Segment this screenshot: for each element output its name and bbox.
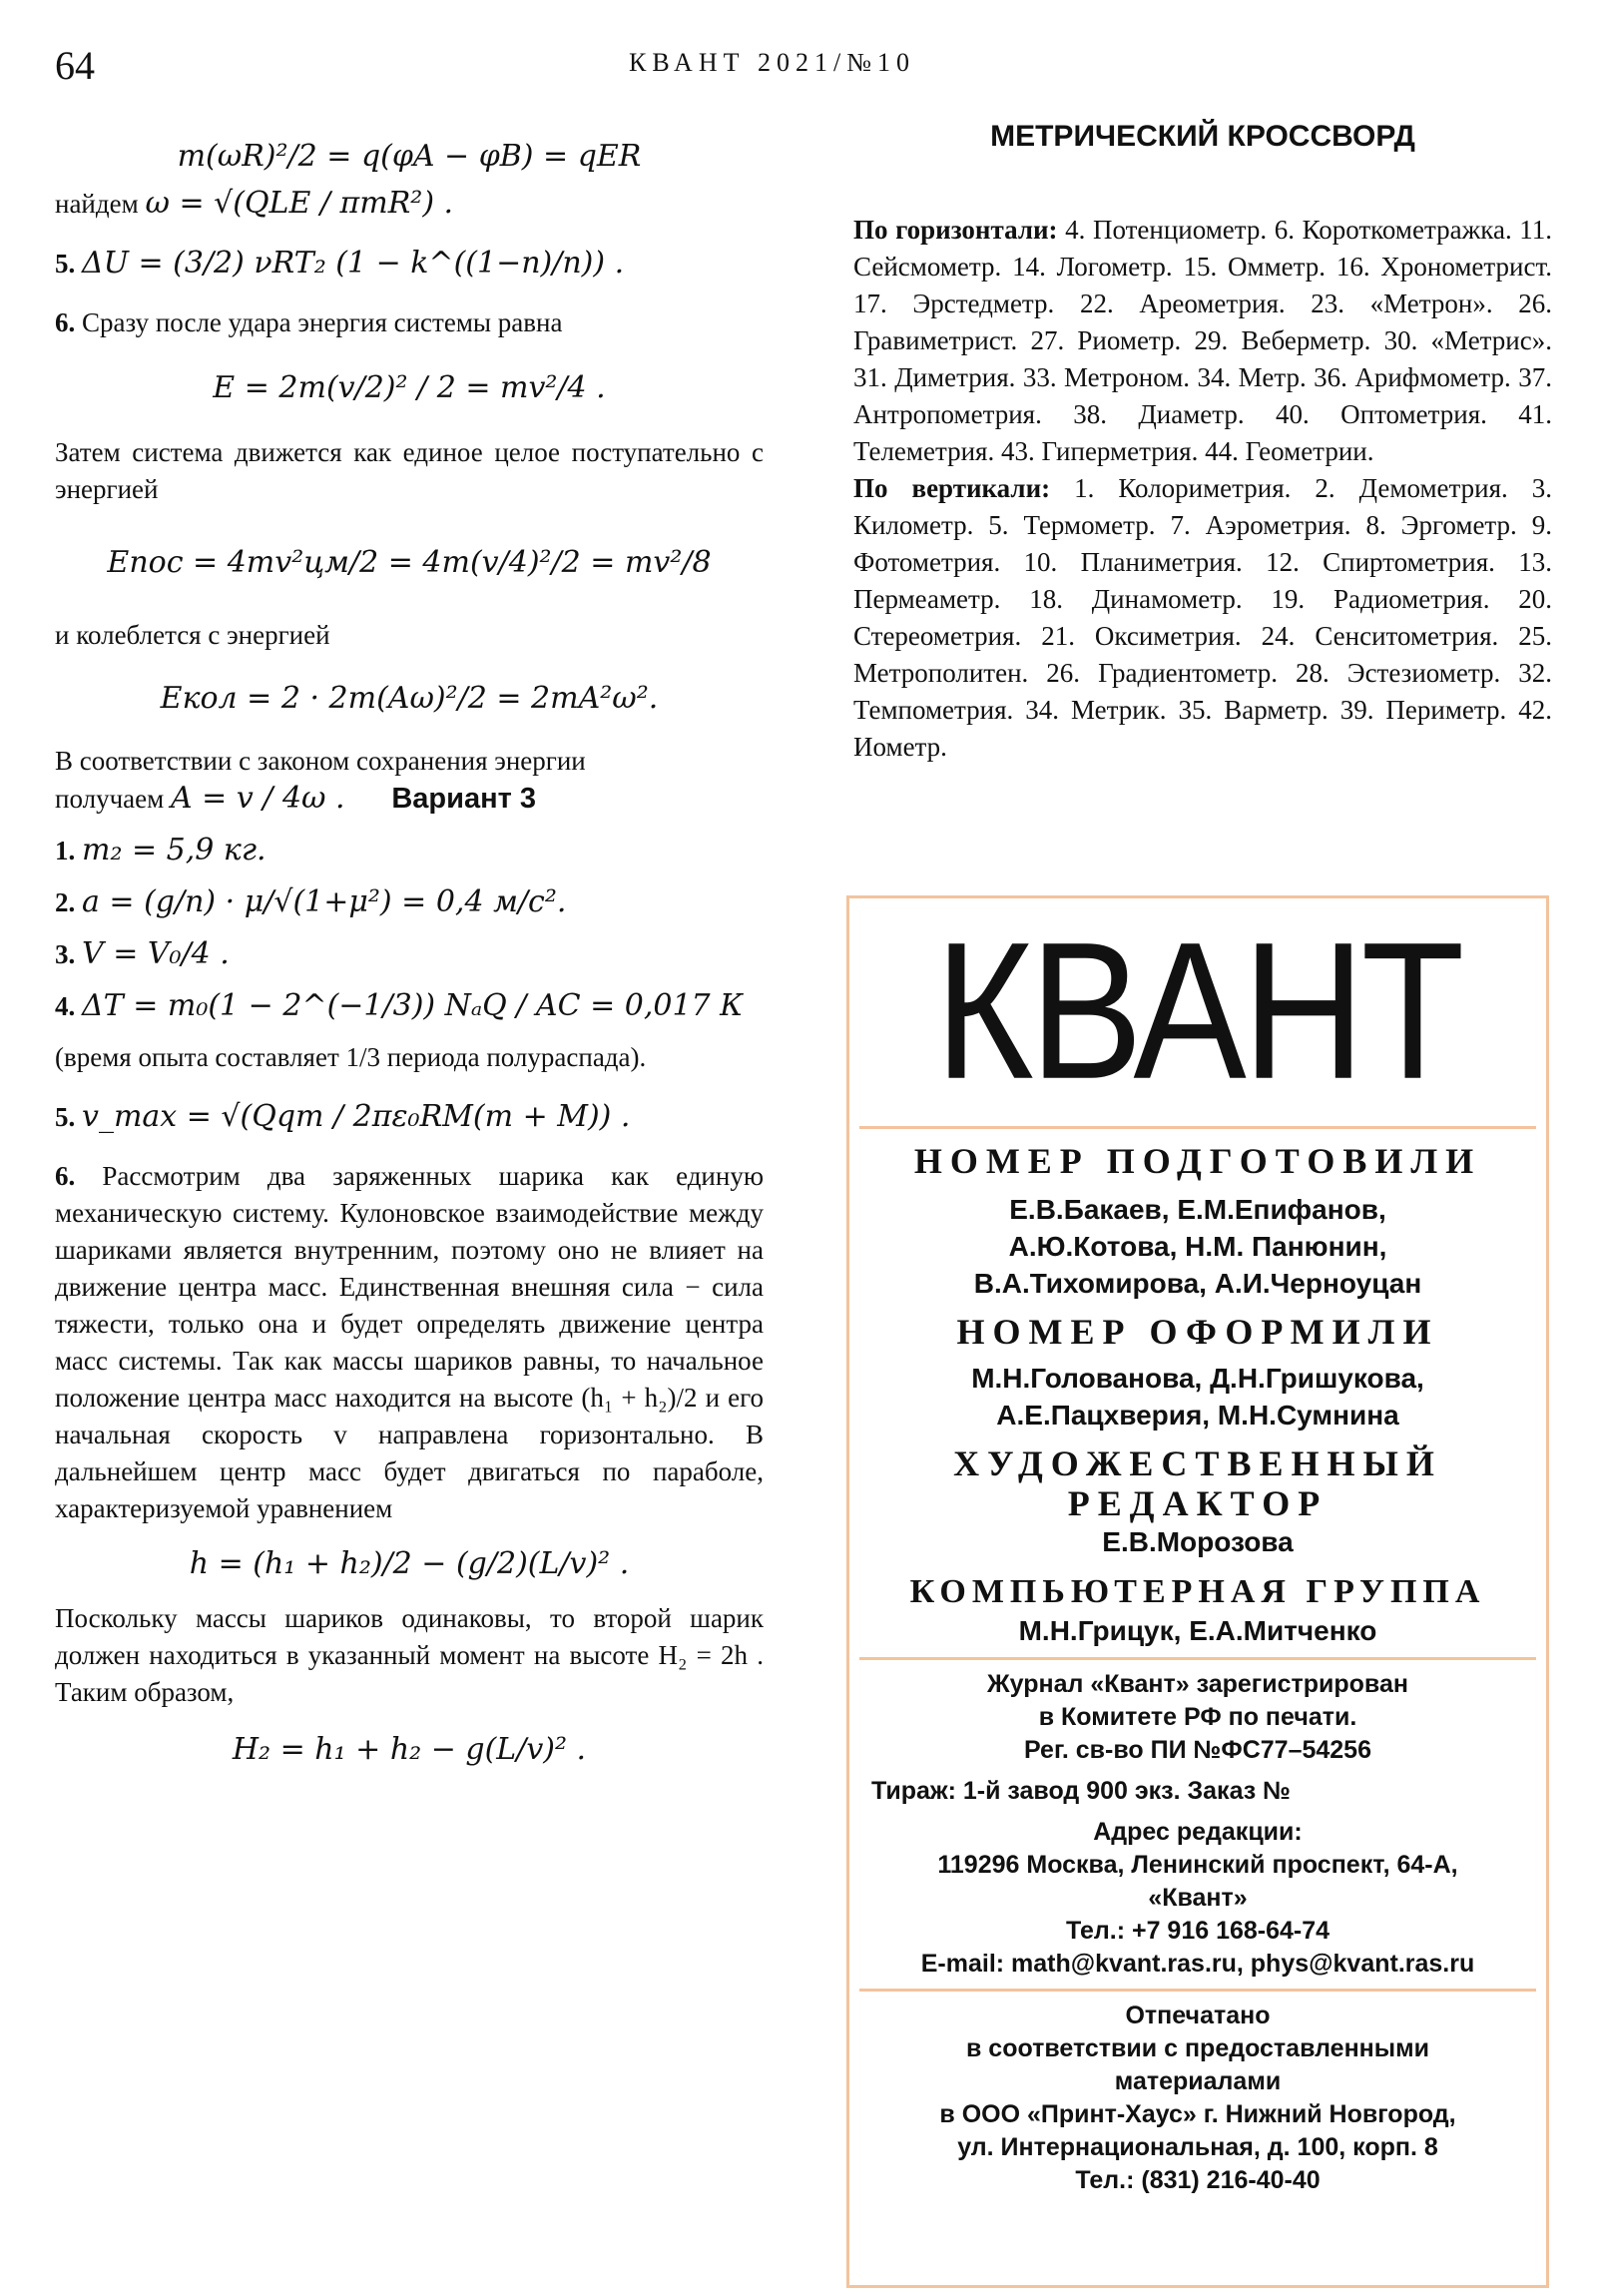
registration-line: в Комитете РФ по печати. bbox=[1038, 1703, 1357, 1731]
address bbox=[849, 1849, 1546, 1915]
comp-title: КОМПЬЮТЕРНАЯ ГРУППА bbox=[909, 1573, 1486, 1610]
v3-answer-num: 1. bbox=[55, 836, 76, 865]
printer-line: в ООО «Принт-Хаус» г. Нижний Новгород, bbox=[939, 2100, 1456, 2128]
para-get-A bbox=[55, 780, 764, 818]
v3-answer-formula: m₂ = 5,9 кг. bbox=[82, 833, 266, 867]
page-number: 64 bbox=[55, 43, 95, 88]
v3-answer-formula: ΔT = m₀(1 − 2^(−1/3)) NₐQ / AC = 0,017 К bbox=[82, 988, 744, 1023]
horizontal-label: По горизонтали: bbox=[853, 215, 1058, 245]
address-line: «Квант» bbox=[1148, 1884, 1248, 1912]
name-line: А.Ю.Котова, Н.М. Панюнин, bbox=[1008, 1231, 1387, 1262]
masthead-logo: КВАНТ bbox=[934, 901, 1461, 1121]
v3-answer bbox=[55, 832, 764, 869]
v3-answer bbox=[55, 935, 764, 973]
registration-line: Журнал «Квант» зарегистрирован bbox=[987, 1670, 1408, 1698]
name-line: В.А.Тихомирова, А.И.Черноуцан bbox=[973, 1268, 1422, 1299]
get-label: получаем bbox=[55, 784, 165, 814]
registration bbox=[849, 1668, 1546, 1767]
v3-answer-5-num: 5. bbox=[55, 1102, 76, 1132]
formula-A: A = v / 4ω . bbox=[170, 781, 345, 816]
crossword-answers bbox=[853, 120, 1552, 766]
registration-line: Рег. св-во ПИ №ФС77–54256 bbox=[1024, 1736, 1371, 1764]
divider bbox=[859, 1126, 1536, 1129]
address-line: 119296 Москва, Ленинский проспект, 64-А, bbox=[937, 1851, 1458, 1879]
formula-deltaU: ΔU = (3/2) νRT₂ (1 − k^((1−n)/n)) . bbox=[82, 246, 625, 281]
v3-answer-num: 3. bbox=[55, 939, 76, 969]
comp-names: М.Н.Грицук, Е.А.Митченко bbox=[1018, 1615, 1377, 1646]
v3-answer bbox=[55, 987, 764, 1025]
formula-Ekol: Eкол = 2 · 2m(Aω)²/2 = 2mA²ω². bbox=[160, 681, 659, 716]
crossword-vertical bbox=[853, 470, 1552, 766]
designed-title: НОМЕР ОФОРМИЛИ bbox=[956, 1312, 1439, 1352]
name-line: А.Е.Пацхверия, М.Н.Сумнина bbox=[996, 1400, 1399, 1431]
answer-6 bbox=[55, 304, 764, 341]
v3-answer-num: 2. bbox=[55, 887, 76, 917]
v3-answer-formula: V = V₀/4 . bbox=[82, 936, 230, 971]
v3-answer-5 bbox=[55, 1098, 764, 1136]
art-name: Е.В.Морозова bbox=[1102, 1526, 1294, 1557]
variant-title: Вариант 3 bbox=[391, 783, 536, 815]
crossword-title: МЕТРИЧЕСКИЙ КРОССВОРД bbox=[990, 120, 1415, 153]
vertical-label: По вертикали: bbox=[853, 473, 1051, 503]
imprint-box bbox=[846, 895, 1549, 2288]
para-conservation: В соответствии с законом сохранения энергии bbox=[55, 746, 586, 776]
variant-3-answers bbox=[55, 832, 764, 1025]
answer-6-num: 6. bbox=[55, 307, 76, 337]
horizontal-answers: 4. Потенциометр. 6. Короткометражка. 11. Сейсмометр. 14. Логометр. 15. Омметр. 16. Хронометрист. 17. Эрстедметр. 22. Ареометрия. 23. «Метрон». 26. Гравиметрист. 27. Риометр. 29. Веберметр. 30. «Метрис». 31. Диметрия. 33. Метроном. 34. Метр. 36. Арифмометр. 37. Антропометрия. 38. Диаметр. 40. Оптометрия. 41. Телеметрия. 43. Гиперметрия. 44. Геометрии. bbox=[853, 215, 1553, 466]
answer-6-text: Сразу после удара энергия системы равна bbox=[82, 307, 563, 337]
v3-answer bbox=[55, 883, 764, 921]
vertical-answers: 1. Колориметрия. 2. Демометрия. 3. Километр. 5. Термометр. 7. Аэрометрия. 8. Эргометр. 9. Фотометрия. 10. Планиметрия. 12. Спиртометрия. 13. Пермеаметр. 18. Динамометр. 19. Радиометрия. 20. Стереометрия. 21. Оксиметрия. 24. Сенситометрия. 25. Метрополитен. 26. Градиентометр. 28. Эстезиометр. 32. Темпометрия. 34. Метрик. 35. Варметр. 39. Периметр. 42. Иометр. bbox=[853, 473, 1553, 762]
para-oscillates: и колеблется с энергией bbox=[55, 620, 330, 650]
v3-answer-num: 4. bbox=[55, 991, 76, 1021]
found-label: найдем bbox=[55, 189, 139, 219]
found-omega bbox=[55, 185, 764, 223]
name-line: Е.В.Бакаев, Е.М.Епифанов, bbox=[1009, 1194, 1386, 1225]
art-title-1: ХУДОЖЕСТВЕННЫЙ bbox=[953, 1443, 1442, 1483]
v3-answer-formula: a = (g/n) · μ/√(1+μ²) = 0,4 м/с². bbox=[82, 884, 567, 919]
v3-note: (время опыта составляет 1/3 периода полураспада). bbox=[55, 1042, 647, 1072]
circulation: Тираж: 1-й завод 900 экз. Заказ № bbox=[871, 1777, 1292, 1805]
divider bbox=[859, 1989, 1536, 1992]
para-then: Затем система движется как единое целое поступательно с энергией bbox=[55, 437, 764, 504]
v3-answer-6-text: Рассмотрим два заряженных шарика как единую механическую систему. Кулоновское взаимодействие между шариками является внутренним, поэтому оно не влияет на движение центра масс. Единственная внешняя сила − сила тяжести, только она и будет определять движение центра масс системы. Так как массы шариков равны, то начальное положение центра масс находится на высоте (h₁ + h₂)/2 и его начальная скорость v направлена горизонтально. В дальнейшем центр масс будет двигаться по параболе, характеризуемой уравнением bbox=[55, 1161, 765, 1523]
running-head: КВАНТ 2021/№10 bbox=[629, 48, 916, 77]
prepared-title: НОМЕР ПОДГОТОВИЛИ bbox=[913, 1141, 1482, 1181]
art-title-2: РЕДАКТОР bbox=[1067, 1483, 1329, 1523]
formula-E: E = 2m(v/2)² / 2 = mv²/4 . bbox=[213, 370, 606, 405]
printer-line: ул. Интернациональная, д. 100, корп. 8 bbox=[957, 2133, 1438, 2161]
answer-5 bbox=[55, 245, 764, 283]
address-title: Адрес редакции: bbox=[1093, 1818, 1303, 1846]
para-masses: Поскольку массы шариков одинаковы, то второй шарик должен находиться в указанный момент на высоте H₂ = 2h . Таким образом, bbox=[55, 1603, 764, 1707]
formula-H2: H₂ = h₁ + h₂ − g(L/v)² . bbox=[232, 1732, 587, 1767]
email: E-mail: math@kvant.ras.ru, phys@kvant.ras.ru bbox=[920, 1950, 1475, 1978]
solutions-column bbox=[55, 128, 764, 1788]
printer-line: в соответствии с предоставленными bbox=[965, 2034, 1429, 2062]
printer-line: Отпечатано bbox=[1125, 2002, 1271, 2029]
v3-answer-6 bbox=[55, 1158, 764, 1527]
designed-names bbox=[849, 1360, 1546, 1434]
printer-info bbox=[849, 2000, 1546, 2197]
formula-energy-field: m(ωR)²/2 = q(φA − φB) = qER bbox=[177, 139, 642, 174]
formula-Epos: Eпос = 4mv²цм/2 = 4m(v/4)²/2 = mv²/8 bbox=[107, 545, 712, 580]
printer-line: Тел.: (831) 216-40-40 bbox=[1075, 2166, 1321, 2194]
phone: Тел.: +7 916 168-64-74 bbox=[1065, 1917, 1331, 1945]
name-line: М.Н.Голованова, Д.Н.Гришукова, bbox=[971, 1363, 1424, 1394]
v3-answer-6-num: 6. bbox=[55, 1161, 76, 1191]
formula-omega: ω = √(QLE / πmR²) . bbox=[145, 186, 454, 221]
crossword-horizontal bbox=[853, 212, 1552, 470]
printer-line: материалами bbox=[1114, 2067, 1282, 2095]
formula-vmax: v_max = √(Qqm / 2πε₀RM(m + M)) . bbox=[82, 1099, 631, 1134]
answer-5-num: 5. bbox=[55, 249, 76, 279]
prepared-names bbox=[849, 1191, 1546, 1302]
formula-h: h = (h₁ + h₂)/2 − (g/2)(L/v)² . bbox=[189, 1546, 630, 1581]
divider bbox=[859, 1657, 1536, 1660]
